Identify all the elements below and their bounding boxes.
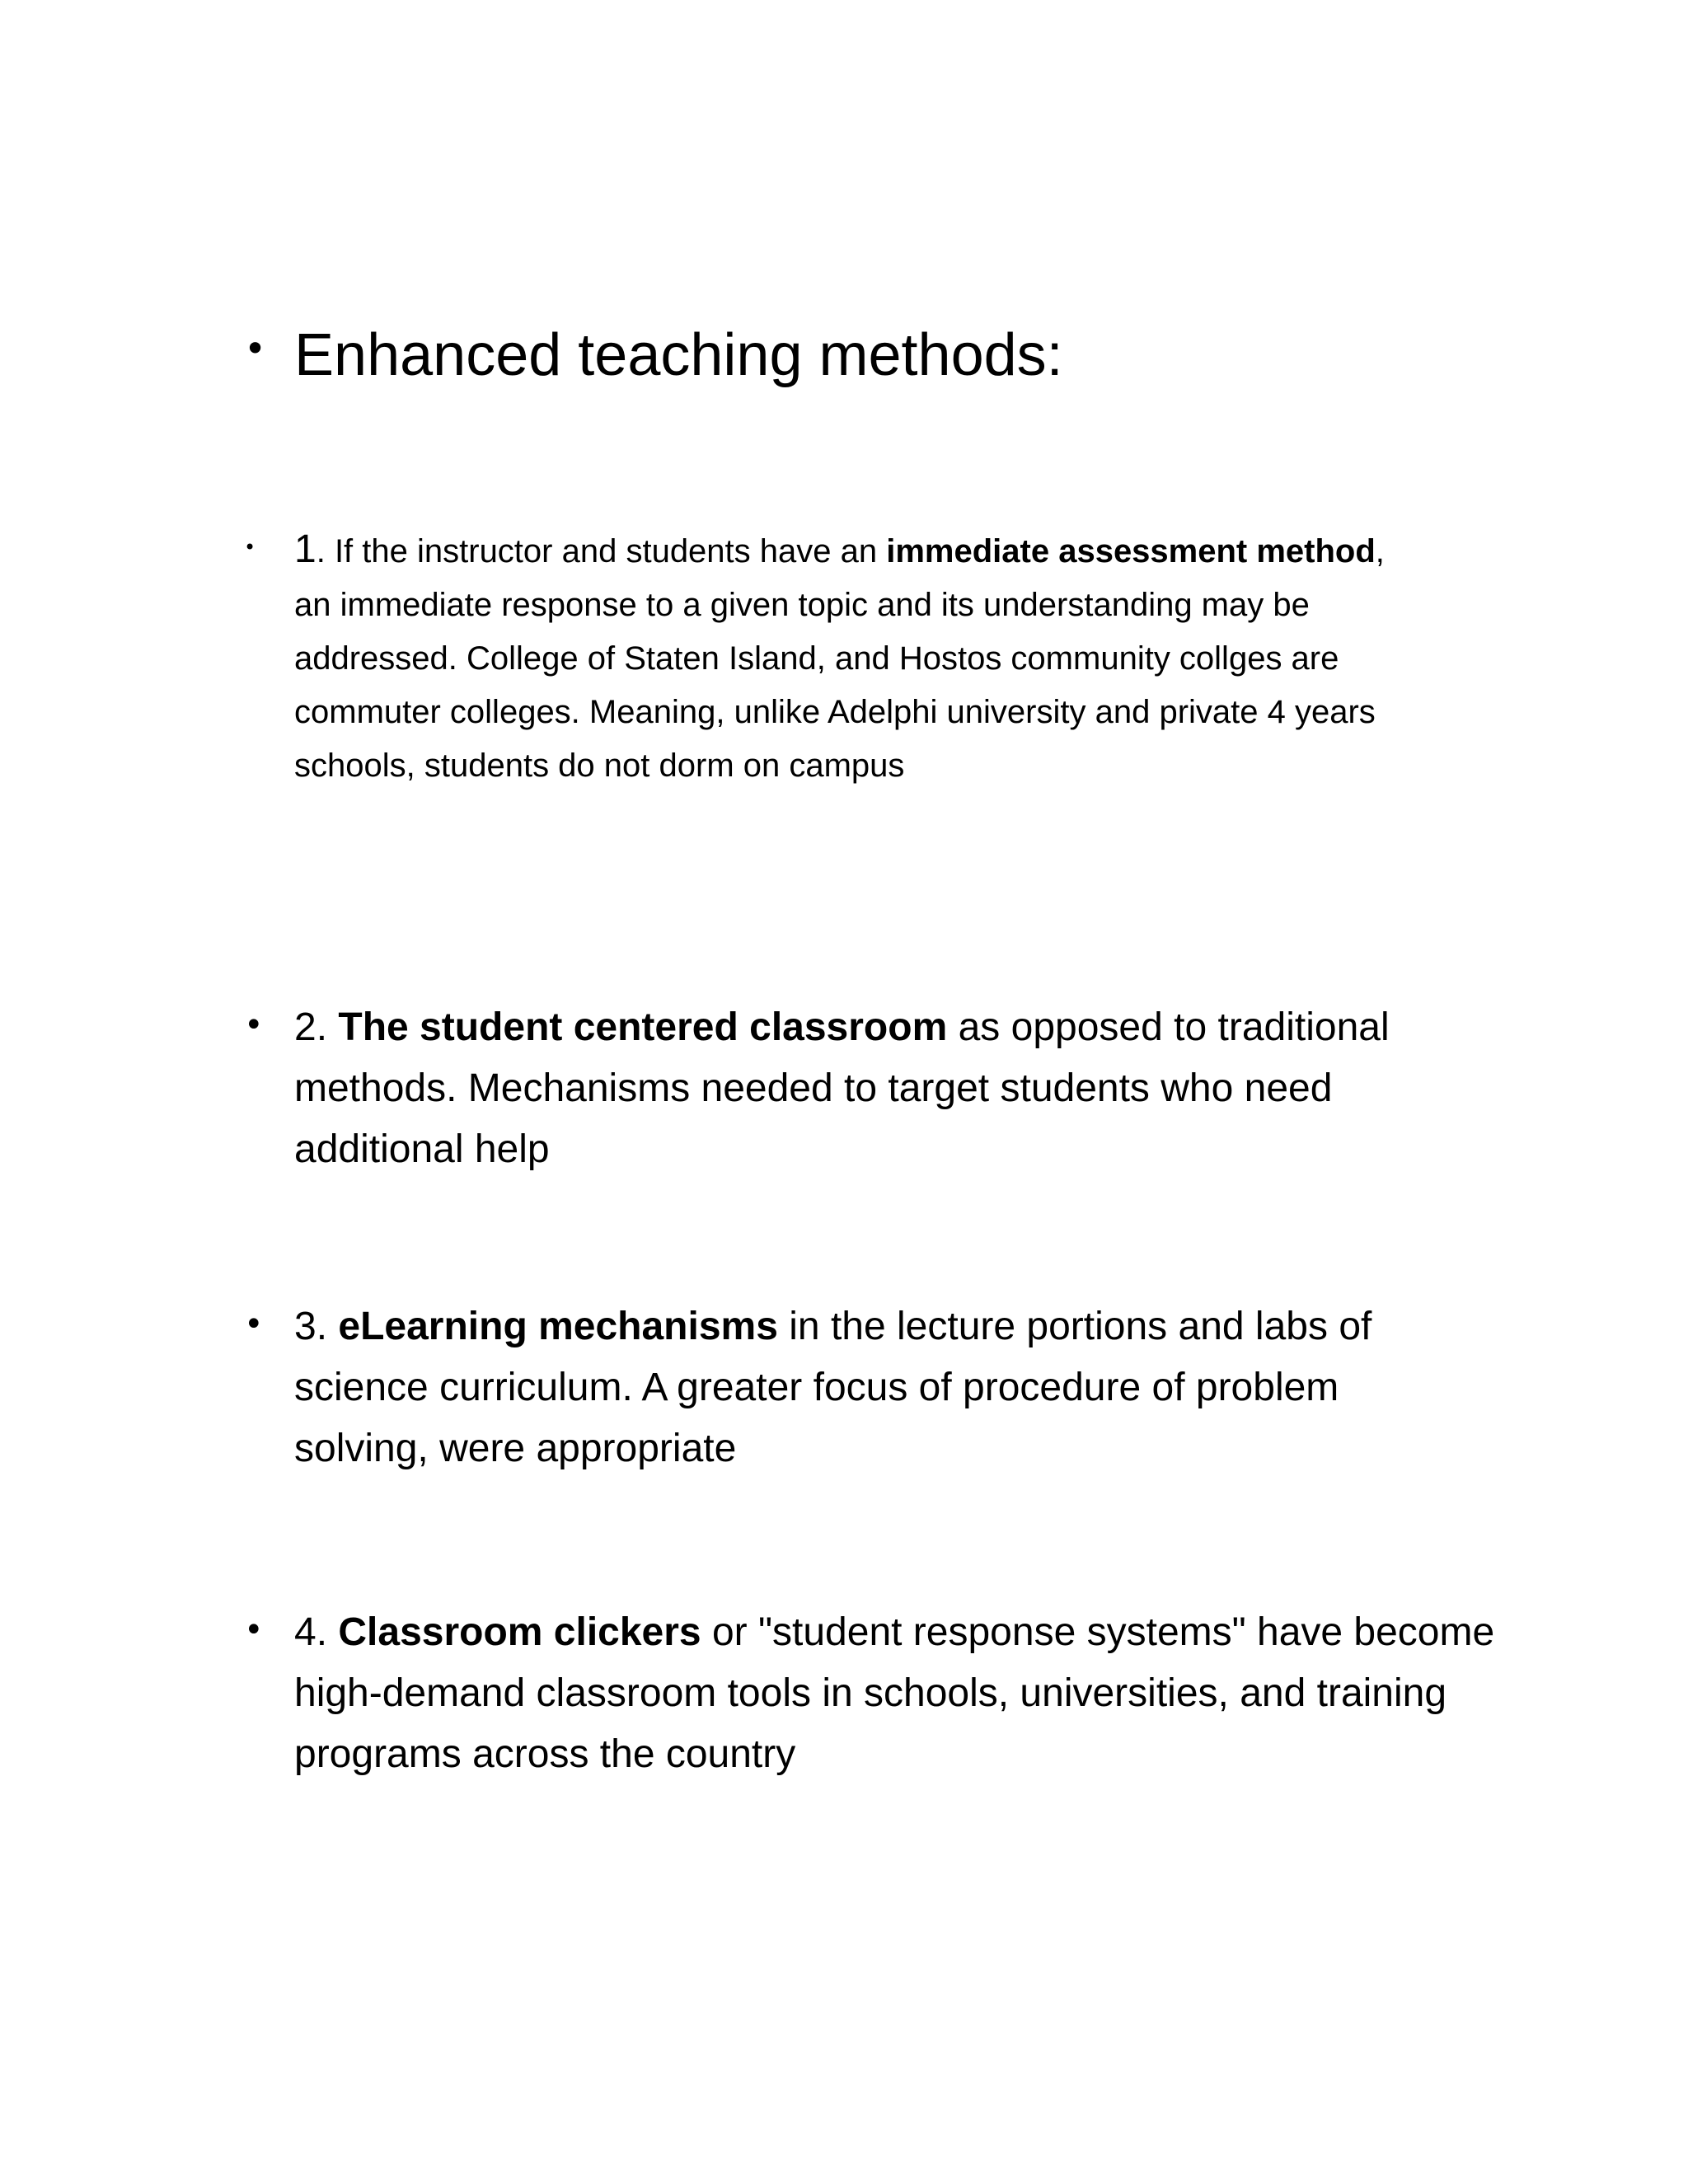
item-2-bold: The student centered classroom [338,1005,948,1049]
item-3-line: science curriculum. A greater focus of procedure of problem [294,1366,1339,1409]
item-1-line: an immediate response to a given topic and its understanding may be [294,587,1310,623]
bullet-icon: • [244,536,256,559]
item-1-line: schools, students do not dorm on campus [294,748,905,784]
item-4-line: programs across the country [294,1732,796,1776]
item-4-line: high-demand classroom tools in schools, universities, and training [294,1671,1447,1715]
item-2-line: methods. Mechanisms needed to target students who need [294,1066,1333,1110]
item-3-bold: eLearning mechanisms [338,1305,778,1348]
item-1-line: commuter colleges. Meaning, unlike Adelphi university and private 4 years [294,694,1376,730]
item-4-text [294,1602,1494,1785]
bullet-icon: • [244,326,267,371]
item-2-line: additional help [294,1127,550,1171]
page-heading: Enhanced teaching methods: [294,322,1063,388]
bullet-icon: • [244,1006,264,1044]
item-1-text [294,523,1385,793]
item-3-first-line: 3. eLearning mechanisms in the lecture portions and labs of [294,1305,1372,1348]
item-1-line: addressed. College of Staten Island, and Hostos community collges are [294,640,1339,677]
bullet-icon: • [244,1611,264,1649]
item-4-first-line: 4. Classroom clickers or "student response systems" have become [294,1610,1495,1654]
item-4-bold: Classroom clickers [338,1610,701,1654]
item-3-line: solving, were appropriate [294,1427,737,1470]
bullet-icon: • [244,1305,264,1343]
item-2-first-line: 2. The student centered classroom as opposed to traditional [294,1005,1390,1049]
item-1-bold: immediate assessment method [886,533,1376,569]
item-3-text [294,1296,1372,1479]
item-2-text [294,997,1390,1180]
item-1-first-line: 1. If the instructor and students have an immediate assessment method, [294,527,1385,571]
